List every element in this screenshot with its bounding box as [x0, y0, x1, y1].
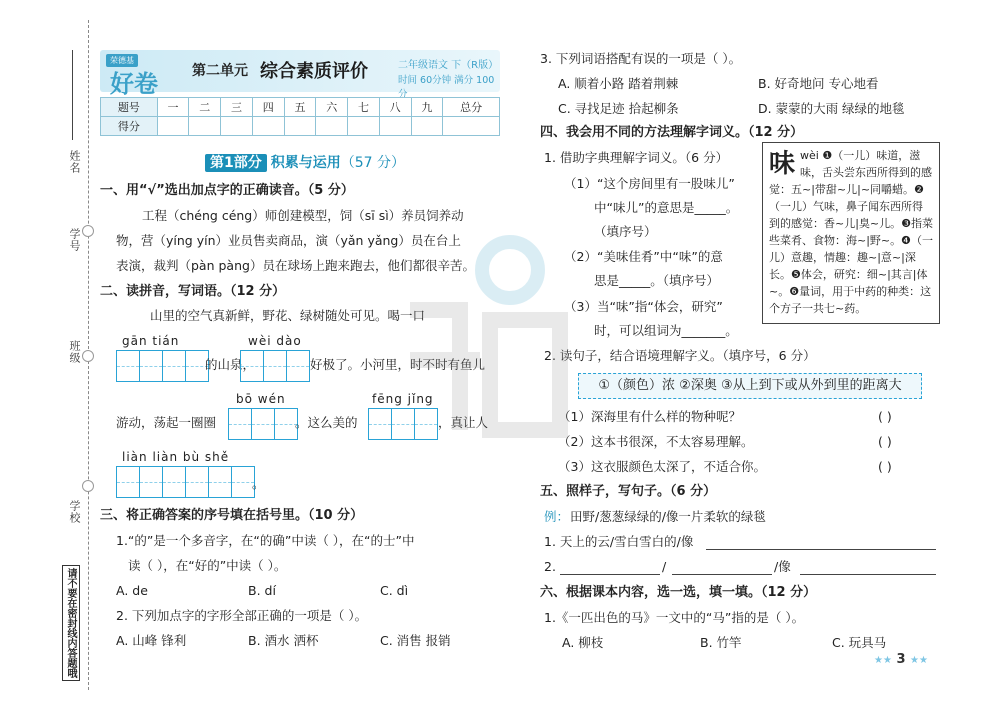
writing-grid-gantian[interactable] — [116, 350, 208, 382]
answer-paren[interactable]: ( ) — [878, 434, 892, 449]
answer-paren[interactable]: ( ) — [878, 459, 892, 474]
score-cell[interactable] — [443, 117, 500, 136]
q3-option-c: C. 寻找足迹 拾起柳条 — [558, 101, 679, 116]
dictionary-entry: wèi ❶（一儿）味道，滋味，舌头尝东西所得到的感觉：五~|带甜~儿|~同嚼蜡。❷（一儿）气味，鼻子闻东西所得到的感觉：香~儿|臭~儿。❸指菜些菜肴、食物：海~|野~。❹（一儿）意趣，情趣：趣~|意~|深长。❺体会，研究：细~|其言|体~。❻量词，用于中药的种类：这个方子一共七~药。 — [769, 149, 934, 315]
table-cell: 一 — [157, 98, 189, 117]
q3: 3. 下列词语搭配有误的一项是（ ）。 — [540, 51, 742, 66]
score-cell[interactable] — [252, 117, 284, 136]
part-badge: 第1部分 — [205, 154, 267, 172]
s2-text-2: 好极了。小河里，时不时有鱼儿 — [310, 357, 486, 372]
score-cell[interactable] — [379, 117, 411, 136]
s5-q1: 1. 天上的云/雪白雪白的/像 — [544, 534, 694, 549]
s2-text-4: 。这么美的 — [295, 415, 358, 430]
writing-grid-fengjing[interactable] — [368, 408, 437, 440]
table-cell: 题号 — [101, 98, 158, 117]
s4-q1-3-a: （3）当“味”指“体会，研究” — [564, 299, 723, 314]
s6-q1-option-c: C. 玩具马 — [832, 635, 887, 650]
punch-hole — [82, 225, 94, 237]
example-sentence: 田野/葱葱绿绿的/像一片柔软的绿毯 — [570, 509, 766, 524]
s6-q1-option-b: B. 竹竿 — [700, 635, 742, 650]
table-cell: 三 — [221, 98, 253, 117]
s6-q1: 1.《一匹出色的马》一文中的“马”指的是（ ）。 — [544, 610, 805, 625]
q3-option-d: D. 蒙蒙的大雨 绿绿的地毯 — [758, 101, 905, 116]
s3-q2-option-c: C. 消售 报销 — [380, 633, 451, 648]
s6-q1-option-a: A. 柳枝 — [562, 635, 604, 650]
star-icon: ★★ — [874, 655, 892, 666]
s1-line-3: 表演，裁判（pàn pàng）员在球场上跑来跑去，他们都很辛苦。 — [116, 258, 475, 273]
s4-q2-1: （1）深海里有什么样的物种呢？ — [558, 409, 741, 424]
brand-logo: 好卷 — [110, 69, 158, 98]
s2-text-3: 游动，荡起一圈圈 — [116, 415, 217, 430]
s3-q1-option-b: B. dí — [248, 583, 276, 598]
writing-grid-lianlianbushe[interactable] — [116, 466, 254, 498]
table-cell: 八 — [379, 98, 411, 117]
s2-text-1: 的山泉， — [205, 357, 256, 372]
margin-label-school: 学校 — [68, 500, 81, 524]
s2-text-6: 。 — [252, 476, 265, 491]
punch-hole — [82, 480, 94, 492]
pinyin-weidao: wèi dào — [248, 334, 302, 348]
s4-q2-3: （3）这衣服颜色太深了，不适合你。 — [558, 459, 766, 474]
score-cell[interactable] — [284, 117, 316, 136]
part-heading — [205, 152, 405, 172]
s3-q2-option-b: B. 酒水 洒杯 — [248, 633, 319, 648]
q3-option-a: A. 顺着小路 踏着荆棘 — [558, 76, 679, 91]
writing-grid-bowen[interactable] — [228, 408, 297, 440]
s4-q1-1-c: （填序号） — [594, 224, 657, 239]
table-row — [101, 98, 500, 117]
s4-q1-1-a: （1）“这个房间里有一股味儿” — [564, 176, 735, 191]
s1-line-2: 物，营（yíng yín）业员售卖商品，演（yǎn yǎng）员在台上 — [116, 233, 461, 248]
margin-label-class: 班级 — [68, 340, 81, 364]
score-cell[interactable] — [157, 117, 189, 136]
s4-q1-3-b: 时，可以组词为_______。 — [594, 323, 738, 338]
pinyin-fengjing: fēng jǐng — [372, 392, 434, 406]
table-cell: 得分 — [101, 117, 158, 136]
page-number-area — [874, 652, 928, 667]
section-6-title: 六、根据课本内容，选一选，填一填。（12 分） — [540, 585, 817, 600]
punch-hole — [82, 350, 94, 362]
s3-q1-option-a: A. de — [116, 583, 148, 598]
s4-q1: 1. 借助字典理解字词义。（6 分） — [544, 150, 729, 165]
s2-line-1: 山里的空气真新鲜，野花、绿树随处可见。喝一口 — [150, 308, 426, 323]
score-cell[interactable] — [221, 117, 253, 136]
score-cell[interactable] — [411, 117, 443, 136]
table-cell: 五 — [284, 98, 316, 117]
star-icon: ★★ — [910, 655, 928, 666]
part-points: （57 分） — [340, 155, 406, 171]
table-cell: 七 — [348, 98, 380, 117]
score-table — [100, 97, 500, 136]
example-label: 例： — [544, 509, 570, 524]
page-title: 综合素质评价 — [260, 61, 368, 82]
writing-grid-weidao[interactable] — [240, 350, 309, 382]
binding-margin — [0, 0, 95, 711]
answer-line[interactable] — [800, 574, 936, 575]
dictionary-box — [762, 142, 940, 324]
s3-q1-line-b: 读（ ），在“好的”中读（ ）。 — [128, 558, 287, 573]
table-cell: 四 — [252, 98, 284, 117]
answer-line[interactable] — [560, 574, 660, 575]
answer-line[interactable] — [672, 574, 772, 575]
meaning-options-box: ①（颜色）浓 ②深奥 ③从上到下或从外到里的距离大 — [578, 373, 922, 399]
unit-header — [100, 50, 500, 100]
table-cell: 二 — [189, 98, 221, 117]
name-blank — [72, 50, 73, 140]
score-cell[interactable] — [348, 117, 380, 136]
margin-label-id: 学号 — [68, 228, 81, 252]
answer-line[interactable] — [706, 549, 936, 550]
table-cell: 六 — [316, 98, 348, 117]
s1-line-1: 工程（chéng céng）师创建模型，饲（sī sì）养员饲养动 — [142, 208, 464, 223]
pinyin-gantian: gān tián — [122, 334, 180, 348]
q3-option-b: B. 好奇地问 专心地看 — [758, 76, 879, 91]
s2-text-5: ，真让人 — [438, 415, 489, 430]
section-2-title: 二、读拼音，写词语。（12 分） — [100, 284, 286, 299]
pinyin-lianlianbushe: liàn liàn bù shě — [122, 450, 230, 464]
table-cell: 九 — [411, 98, 443, 117]
brand-tag: 荣德基 — [106, 54, 138, 67]
s3-q1-line-a: 1.“的”是一个多音字，在“的确”中读（ ），在“的士”中 — [116, 533, 415, 548]
time-info: 时间 60分钟 满分 100分 — [398, 75, 495, 100]
score-cell[interactable] — [316, 117, 348, 136]
section-5-title: 五、照样子，写句子。（6 分） — [540, 484, 717, 499]
s4-q1-1-b: 中“味儿”的意思是_____。 — [594, 200, 739, 215]
s4-q2: 2. 读句子，结合语境理解字义。（填序号，6 分） — [544, 348, 816, 363]
s5-q2-slash-2: /像 — [774, 559, 791, 574]
s5-q2-number: 2. — [544, 559, 556, 574]
table-row — [101, 117, 500, 136]
page-number: 3 — [896, 652, 906, 667]
unit-label: 第二单元 — [192, 63, 248, 79]
seal-notice: 请不要在密封线内答题哦 — [62, 565, 80, 681]
s3-q1-option-c: C. dì — [380, 583, 409, 598]
score-cell[interactable] — [189, 117, 221, 136]
section-1-title: 一、用“√”选出加点字的正确读音。（5 分） — [100, 183, 354, 198]
s4-q1-2-a: （2）“美味佳肴”中“味”的意 — [564, 249, 723, 264]
margin-label-name: 姓名 — [68, 150, 81, 174]
section-4-title: 四、我会用不同的方法理解字词义。（12 分） — [540, 125, 804, 140]
answer-paren[interactable]: ( ) — [878, 409, 892, 424]
section-3-title: 三、将正确答案的序号填在括号里。（10 分） — [100, 508, 364, 523]
s4-q1-2-b: 思是_____。（填序号） — [594, 273, 720, 288]
dictionary-char: 味 — [769, 149, 796, 179]
grade-label: 二年级语文 下（R版） — [398, 60, 499, 71]
s3-q2-option-a: A. 山峰 锋利 — [116, 633, 187, 648]
s4-q2-2: （2）这本书很深，不太容易理解。 — [558, 434, 754, 449]
table-cell: 总分 — [443, 98, 500, 117]
s5-q2-slash-1: / — [662, 559, 667, 574]
pinyin-bowen: bō wén — [236, 392, 286, 406]
part-title: 积累与运用 — [270, 155, 341, 171]
s3-q2: 2. 下列加点字的字形全部正确的一项是（ ）。 — [116, 608, 368, 623]
